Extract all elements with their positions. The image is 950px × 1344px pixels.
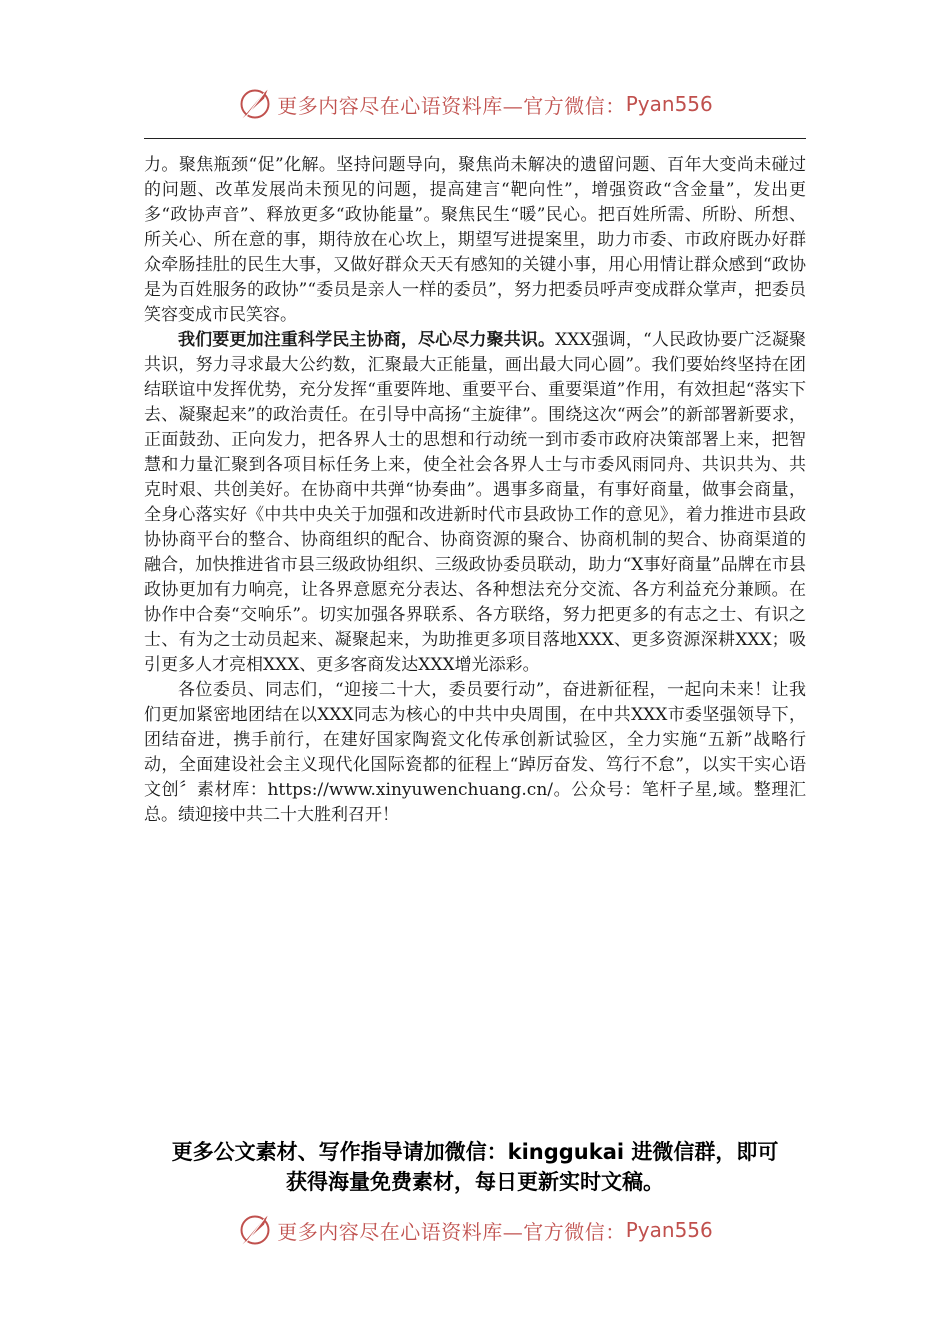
paragraph-2-lead: 我们要更加注重科学民主协商，尽心尽力聚共识。 [178, 330, 556, 350]
footer-line-1: 更多公文素材、写作指导请加微信：kinggukai 进微信群，即可 [171, 1140, 779, 1164]
footer-line-2: 获得海量免费素材，每日更新实时文稿。 [286, 1170, 664, 1194]
banner-wechat-id: Pyan556 [625, 1218, 713, 1242]
paragraph-2-body: XXX强调，“人民政协要广泛凝聚共识，努力寻求最大公约数，汇聚最大正能量，画出最大同心圆”。我们要始终坚持在团结联谊中发挥优势，充分发挥“重要阵地、重要平台、重要渠道”作用，有效担起“落实下去、凝聚起来”的政治责任。在引导中高扬“主旋律”。围绕这次“两会”的新部署新要求，正面鼓劲、正向发力，把各界人士的思想和行动统一到市委市政府决策部署上来，把智慧和力量汇聚到各项目标任务上来，使全社会各界人士与市委风雨同舟、共识共为、共克时艰、共创美好。在协商中共弹“协奏曲”。遇事多商量，有事好商量，做事会商量，全身心落实好《中共中央关于加强和改进新时代市县政协工作的意见》，着力推进市县政协协商平台的整合、协商组织的配合、协商资源的聚合、协商机制的契合、协商渠道的融合，加快推进省市县三级政协组织、三级政协委员联动，助力“X事好商量”品牌在市县政协更加有力响亮，让各界意愿充分表达、各种想法充分交流、各方利益充分兼顾。在协作中合奏“交响乐”。切实加强各界联系、各方联络，努力把更多的有志之士、有识之士、有为之士动员起来、凝聚起来，为助推更多项目落地XXX、更多资源深耕XXX；吸引更多人才亮相XXX、更多客商发达XXX增光添彩。 [144, 330, 807, 675]
footer-call-to-action [100, 1137, 850, 1197]
header-rule [144, 138, 806, 139]
paragraph-2 [144, 328, 806, 678]
banner-text: 更多内容尽在心语资料库—官方微信： [277, 1219, 626, 1244]
document-body [144, 153, 806, 828]
footer-banner [0, 1210, 950, 1250]
paragraph-3: 各位委员、同志们，“迎接二十大，委员要行动”，奋进新征程，一起向未来！让我们更加紧密地团结在以XXX同志为核心的中共中央周围，在中共XXX市委坚强领导下，团结奋进，携手前行，在建好国家陶瓷文化传承创新试验区，全力实施“五新”战略行动，全面建设社会主义现代化国际瓷都的征程上“踔厉奋发、笃行不怠”，以实干实心语文创〞素材库：https://www.xinyuwenchuang.cn/。公众号：笔杆子星,域。整理汇总。绩迎接中共二十大胜利召开！ [144, 680, 806, 825]
quill-logo-icon [237, 1212, 273, 1248]
header-banner [0, 84, 950, 124]
paragraph-1: 力。聚焦瓶颈“促”化解。坚持问题导向，聚焦尚未解决的遗留问题、百年大变尚未碰过的问题、改革发展尚未预见的问题，提高建言“靶向性”，增强资政“含金量”，发出更多“政协声音”、释放更多“政协能量”。聚焦民生“暖”民心。把百姓所需、所盼、所想、所关心、所在意的事，期待放在心坎上，期望写进提案里，助力市委、市政府既办好群众牵肠挂肚的民生大事，又做好群众天天有感知的关键小事，用心用情让群众感到“政协是为百姓服务的政协”“委员是亲人一样的委员”，努力把委员呼声变成群众掌声，把委员笑容变成市民笑容。 [144, 155, 806, 325]
banner-wechat-id: Pyan556 [625, 92, 713, 116]
quill-logo-icon [237, 86, 273, 122]
banner-text: 更多内容尽在心语资料库—官方微信： [277, 93, 626, 118]
